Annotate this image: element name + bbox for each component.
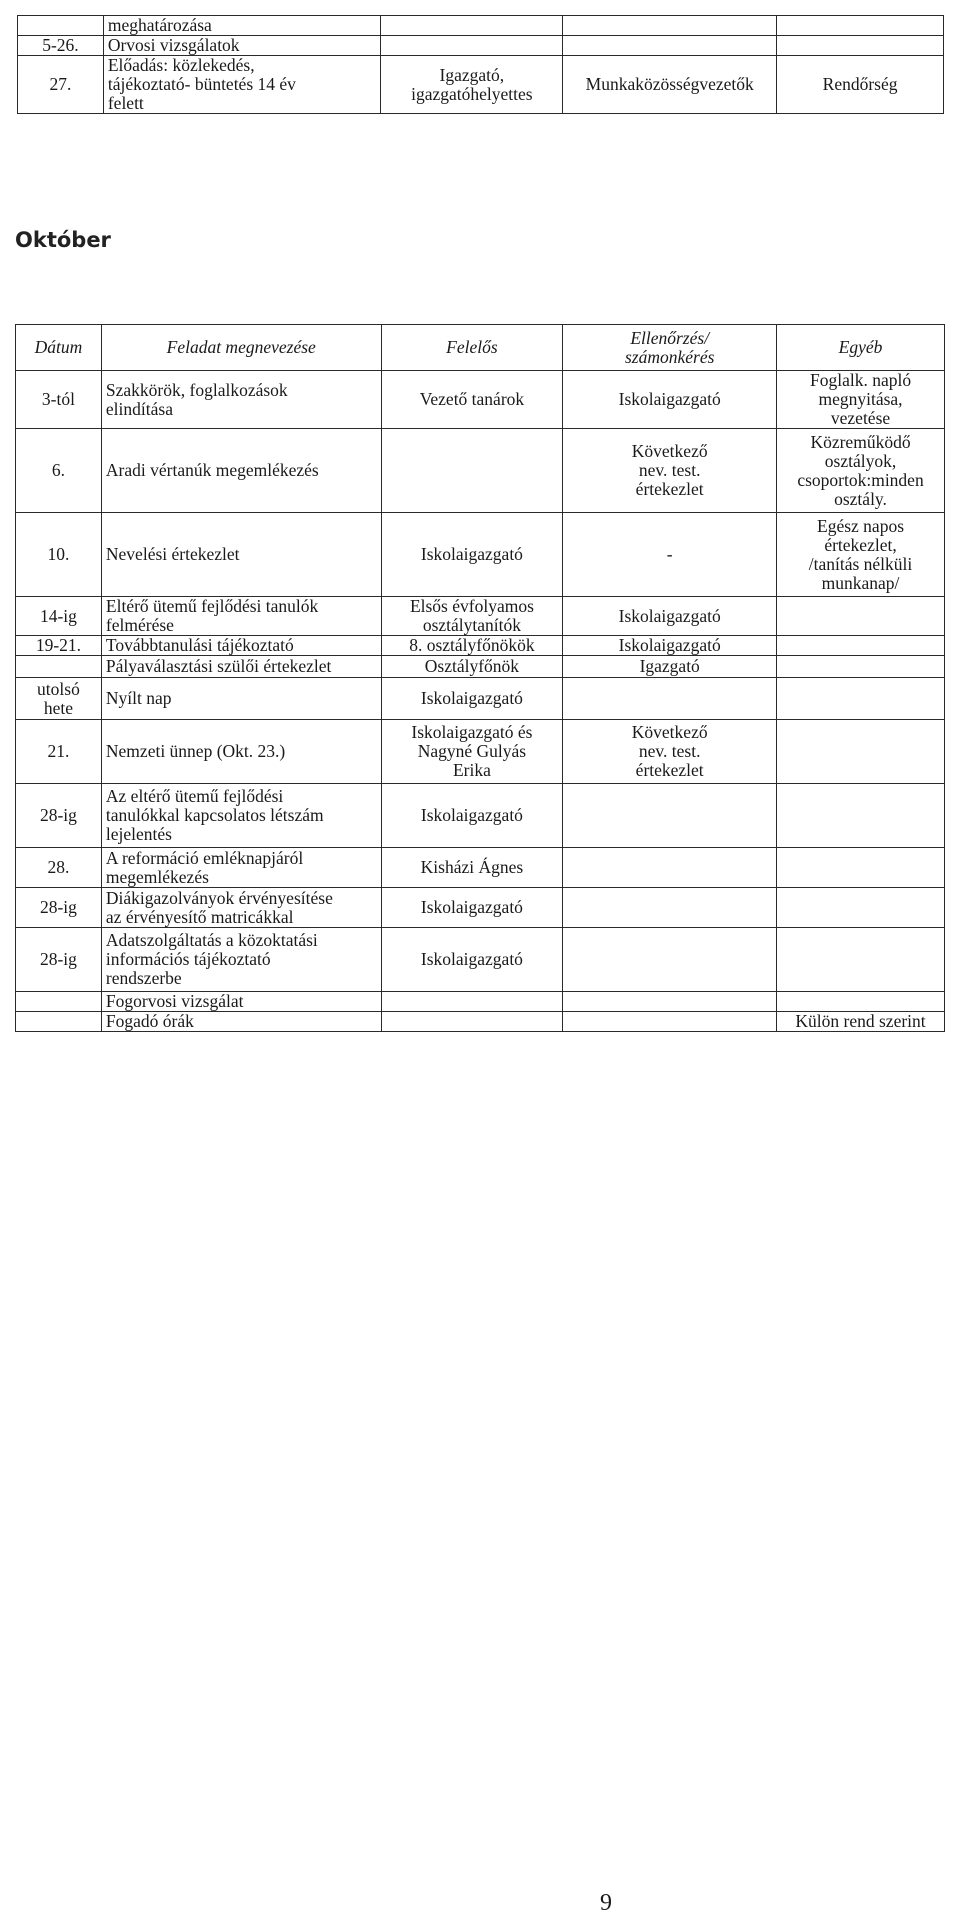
- cell-other: [777, 636, 945, 656]
- cell-task: Fogadó órák: [101, 1012, 381, 1032]
- cell-date: utolsó hete: [16, 678, 102, 720]
- cell-check: Iskolaigazgató: [563, 597, 777, 636]
- cell-date: 10.: [16, 513, 102, 597]
- cell-check: [563, 928, 777, 992]
- cell-check: [563, 848, 777, 888]
- cell-date: 6.: [16, 429, 102, 513]
- cell-date: [18, 16, 104, 36]
- cell-check: -: [563, 513, 777, 597]
- cell-other: [777, 888, 945, 928]
- cell-check: [563, 678, 777, 720]
- cell-date: 21.: [16, 720, 102, 784]
- table-row: [16, 720, 945, 784]
- cell-other: [777, 992, 945, 1012]
- cell-responsible: Iskolaigazgató és Nagyné Gulyás Erika: [381, 720, 563, 784]
- cell-task: Nemzeti ünnep (Okt. 23.): [101, 720, 381, 784]
- cell-task: Nevelési értekezlet: [101, 513, 381, 597]
- cell-responsible: Igazgató, igazgatóhelyettes: [381, 56, 563, 114]
- cell-check: [563, 16, 777, 36]
- cell-other: [777, 16, 944, 36]
- table-header-row: [16, 325, 945, 371]
- cell-responsible: Elsős évfolyamos osztálytanítók: [381, 597, 563, 636]
- cell-date: 28-ig: [16, 928, 102, 992]
- cell-other: [777, 36, 944, 56]
- table-row: [16, 371, 945, 429]
- cell-date: 14-ig: [16, 597, 102, 636]
- cell-responsible: [381, 992, 563, 1012]
- table-row: [16, 992, 945, 1012]
- main-table-body: [16, 371, 945, 1032]
- cell-date: 3-tól: [16, 371, 102, 429]
- cell-task: Az eltérő ütemű fejlődési tanulókkal kapcsolatos létszám lejelentés: [101, 784, 381, 848]
- cell-date: 19-21.: [16, 636, 102, 656]
- cell-date: 27.: [18, 56, 104, 114]
- cell-task: Adatszolgáltatás a közoktatási információs tájékoztató rendszerbe: [101, 928, 381, 992]
- cell-responsible: Vezető tanárok: [381, 371, 563, 429]
- october-schedule-table: [15, 324, 945, 1032]
- table-row: [16, 848, 945, 888]
- cell-other: [777, 848, 945, 888]
- cell-other: [777, 928, 945, 992]
- cell-check: Igazgató: [563, 656, 777, 678]
- cell-check: Következő nev. test. értekezlet: [563, 429, 777, 513]
- cell-responsible: Kisházi Ágnes: [381, 848, 563, 888]
- table-row: [16, 784, 945, 848]
- cell-check: Következő nev. test. értekezlet: [563, 720, 777, 784]
- table-row: [18, 56, 944, 114]
- header-other: Egyéb: [777, 325, 945, 371]
- page-number: 9: [600, 1890, 612, 1916]
- cell-other: [777, 720, 945, 784]
- cell-responsible: [381, 429, 563, 513]
- cell-other: Rendőrség: [777, 56, 944, 114]
- cell-responsible: [381, 36, 563, 56]
- table-row: [16, 928, 945, 992]
- cell-check: [563, 888, 777, 928]
- cell-task: Orvosi vizsgálatok: [103, 36, 381, 56]
- table-row: [16, 656, 945, 678]
- table-row: [18, 36, 944, 56]
- cell-task: Nyílt nap: [101, 678, 381, 720]
- cell-task: A reformáció emléknapjáról megemlékezés: [101, 848, 381, 888]
- cell-other: [777, 784, 945, 848]
- cell-responsible: Iskolaigazgató: [381, 513, 563, 597]
- cell-responsible: 8. osztályfőnökök: [381, 636, 563, 656]
- cell-check: Munkaközösségvezetők: [563, 56, 777, 114]
- cell-check: Iskolaigazgató: [563, 371, 777, 429]
- cell-task: Szakkörök, foglalkozások elindítása: [101, 371, 381, 429]
- cell-date: 28.: [16, 848, 102, 888]
- cell-task: Aradi vértanúk megemlékezés: [101, 429, 381, 513]
- cell-responsible: Iskolaigazgató: [381, 678, 563, 720]
- cell-date: [16, 1012, 102, 1032]
- cell-date: [16, 656, 102, 678]
- cell-task: Fogorvosi vizsgálat: [101, 992, 381, 1012]
- table-row: [16, 513, 945, 597]
- table-row: [16, 678, 945, 720]
- header-task: Feladat megnevezése: [101, 325, 381, 371]
- cell-other: Külön rend szerint: [777, 1012, 945, 1032]
- cell-other: Közreműködő osztályok, csoportok:minden osztály.: [777, 429, 945, 513]
- cell-task: meghatározása: [103, 16, 381, 36]
- cell-other: Foglalk. napló megnyitása, vezetése: [777, 371, 945, 429]
- cell-check: [563, 36, 777, 56]
- cell-task: Előadás: közlekedés, tájékoztató- büntetés 14 év felett: [103, 56, 381, 114]
- cell-task: Eltérő ütemű fejlődési tanulók felmérése: [101, 597, 381, 636]
- table-row: [16, 1012, 945, 1032]
- cell-check: [563, 992, 777, 1012]
- cell-other: [777, 678, 945, 720]
- table-row: [16, 888, 945, 928]
- cell-responsible: [381, 1012, 563, 1032]
- table-row: [16, 636, 945, 656]
- cell-responsible: Iskolaigazgató: [381, 784, 563, 848]
- header-check: Ellenőrzés/ számonkérés: [563, 325, 777, 371]
- table-row: [16, 597, 945, 636]
- cell-task: Pályaválasztási szülői értekezlet: [101, 656, 381, 678]
- cell-other: [777, 597, 945, 636]
- cell-date: 5-26.: [18, 36, 104, 56]
- cell-other: Egész napos értekezlet, /tanítás nélküli munkanap/: [777, 513, 945, 597]
- cell-date: 28-ig: [16, 784, 102, 848]
- cell-check: Iskolaigazgató: [563, 636, 777, 656]
- header-date: Dátum: [16, 325, 102, 371]
- top-schedule-table: [17, 15, 944, 114]
- cell-date: [16, 992, 102, 1012]
- cell-responsible: Osztályfőnök: [381, 656, 563, 678]
- cell-other: [777, 656, 945, 678]
- cell-check: [563, 784, 777, 848]
- cell-responsible: Iskolaigazgató: [381, 888, 563, 928]
- cell-task: Továbbtanulási tájékoztató: [101, 636, 381, 656]
- table-row: [16, 429, 945, 513]
- cell-responsible: [381, 16, 563, 36]
- cell-task: Diákigazolványok érvényesítése az érvényesítő matricákkal: [101, 888, 381, 928]
- top-table-body: [18, 16, 944, 114]
- cell-date: 28-ig: [16, 888, 102, 928]
- cell-responsible: Iskolaigazgató: [381, 928, 563, 992]
- header-responsible: Felelős: [381, 325, 563, 371]
- table-row: [18, 16, 944, 36]
- section-title: Október: [15, 228, 111, 252]
- cell-check: [563, 1012, 777, 1032]
